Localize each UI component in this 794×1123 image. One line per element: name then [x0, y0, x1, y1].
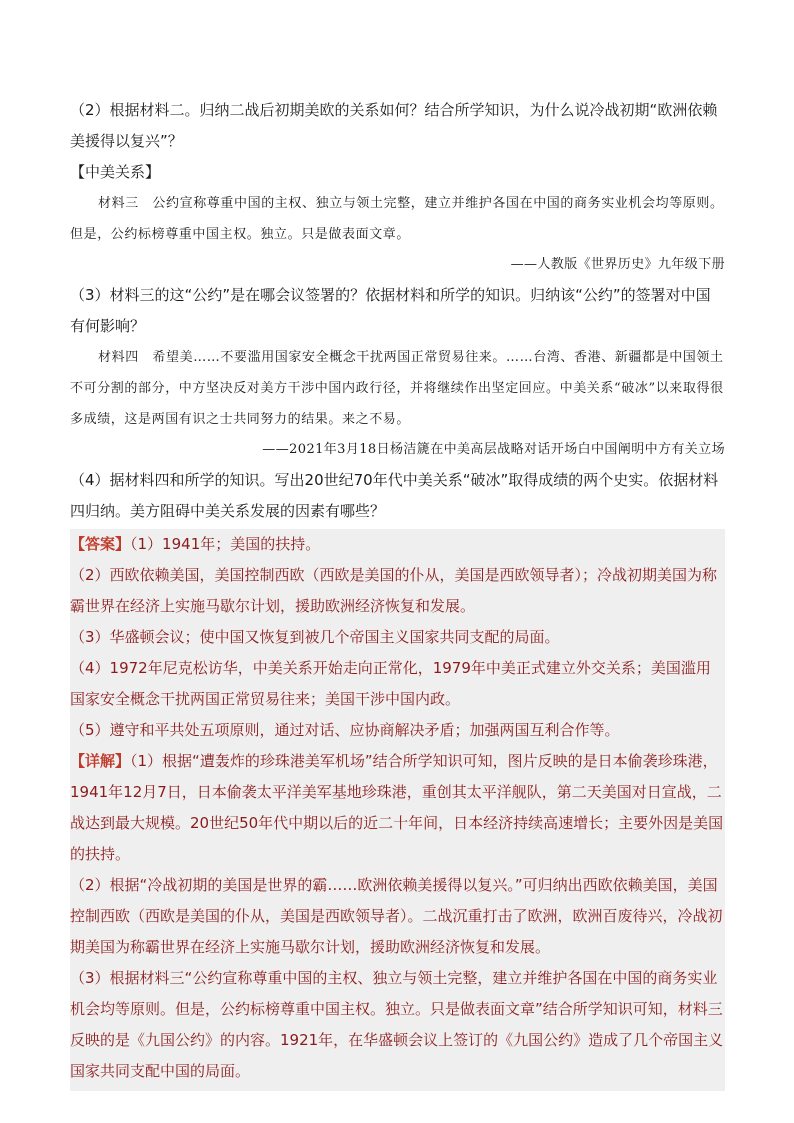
- detail-1-text: （1）根据“遭轰炸的珍珠港美军机场”结合所学知识可知，图片反映的是日本偷袭珍珠港，1941年12月7日，日本偷袭太平洋美军基地珍珠港，重创其太平洋舰队，第二天美国对日宣战，二战达到最大规模。20世纪50年代中期以后的近二十年间，日本经济持续高速增长；主要外因是美国的扶持。: [70, 752, 724, 863]
- answer-4: （4）1972年尼克松访华，中美关系开始走向正常化，1979年中美正式建立外交关系；美国滥用国家安全概念干扰两国正常贸易往来；美国干涉中国内政。: [70, 659, 711, 708]
- answer-2: （2）西欧依赖美国，美国控制西欧（西欧是美国的仆从，美国是西欧领导者）；冷战初期美国为称霸世界在经济上实施马歇尔计划，援助欧洲经济恢复和发展。: [70, 566, 718, 615]
- question-4: （4）据材料四和所学的知识。写出20世纪70年代中美关系“破冰”取得成绩的两个史实。依据材料四归纳。美方阻碍中美关系发展的因素有哪些？: [70, 471, 719, 520]
- question-2: （2）根据材料二。归纳二战后初期美欧的关系如何？结合所学知识，为什么说冷战初期“欧洲依赖美援得以复兴”？: [70, 101, 718, 150]
- answer-tag: 【答案】: [70, 535, 131, 553]
- section-heading: 【中美关系】: [70, 163, 161, 181]
- answer-5: （5）遵守和平共处五项原则，通过对话、应协商解决矛盾；加强两国互利合作等。: [70, 721, 620, 739]
- detail-3: （3）根据材料三“公约宣称尊重中国的主权、独立与领土完整，建立并维护各国在中国的商务实业机会均等原则。但是，公约标榜尊重中国主权。独立。只是做表面文章”结合所学知识可知，材料三反映的是《九国公约》的内容。1921年，在华盛顿会议上签订的《九国公约》造成了几个帝国主义国家共同支配中国的局面。: [70, 969, 724, 1080]
- answer-1: [70, 529, 725, 560]
- question-3: （3）材料三的这“公约”是在哪会议签署的？依据材料和所学的知识。归纳该“公约”的签署对中国有何影响？: [70, 286, 711, 335]
- document-page: [70, 95, 725, 1091]
- material-3-source: ——人教版《世界历史》九年级下册: [510, 257, 725, 272]
- answer-1-text: （1）1941年；美国的扶持。: [130, 535, 321, 553]
- answer-3: （3）华盛顿会议；使中国又恢复到被几个帝国主义国家共同支配的局面。: [70, 628, 560, 646]
- material-4: 材料四 希望美……不要滥用国家安全概念干扰两国正常贸易往来。……台湾、香港、新疆都是中国领土不可分割的部分，中方坚决反对美方干涉中国内政行径，并将继续作出坚定回应。中美关系“破冰”以来取得很多成绩，这是两国有识之士共同努力的结果。来之不易。: [70, 350, 724, 427]
- material-3: 材料三 公约宣称尊重中国的主权、独立与领土完整，建立并维护各国在中国的商务实业机会均等原则。但是，公约标榜尊重中国主权。独立。只是做表面文章。: [70, 196, 724, 242]
- material-4-source: ——2021年3月18日杨洁篪在中美高层战略对话开场白中国阐明中方有关立场: [262, 442, 725, 457]
- detail-1: [70, 746, 725, 870]
- detail-2: （2）根据“冷战初期的美国是世界的霸……欧洲依赖美援得以复兴。”可归纳出西欧依赖美国，美国控制西欧（西欧是美国的仆从，美国是西欧领导者）。二战沉重打击了欧洲，欧洲百废待兴，冷战初期美国为称霸世界在经济上实施马歇尔计划，援助欧洲经济恢复和发展。: [70, 876, 723, 956]
- answer-block: [70, 529, 725, 1091]
- detail-tag: 【详解】: [70, 752, 131, 770]
